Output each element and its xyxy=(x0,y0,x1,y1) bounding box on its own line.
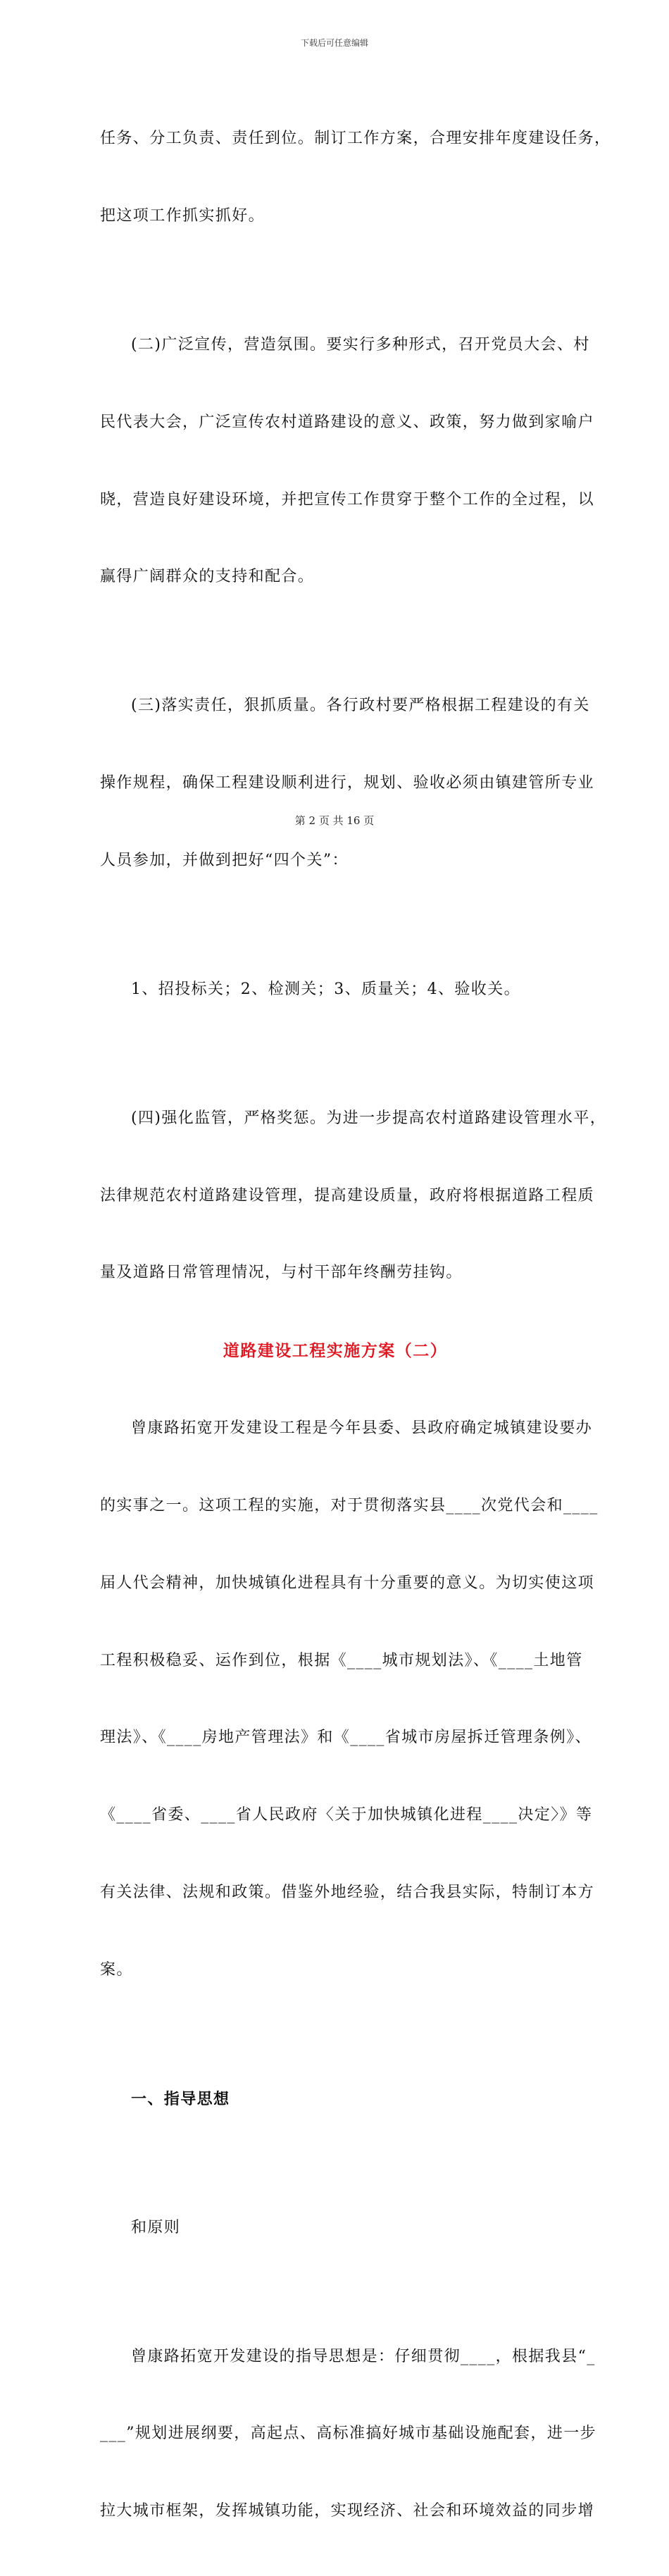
text-line: (二)广泛宣传，营造氛围。要实行多种形式，召开党员大会、村 xyxy=(131,335,590,354)
text-line: (三)落实责任，狠抓质量。各行政村要严格根据工程建设的有关 xyxy=(131,697,590,715)
paragraph-item-2 xyxy=(100,281,595,642)
page-footer: 第 2 页 共 16 页 xyxy=(294,814,375,827)
heading-text: 一、指导思想 xyxy=(131,2089,230,2108)
text-line: 任务、分工负责、责任到位。制订工作方案，合理安排年度建设任务， xyxy=(100,130,611,148)
text-line: 晓，营造良好建设环境，并把宣传工作贯穿于整个工作的全过程，以 xyxy=(100,490,595,509)
text-line: 人员参加，并做到把好“四个关”： xyxy=(100,851,349,869)
text-line: 把这项工作抓实抓好。 xyxy=(100,206,265,225)
text-line: 曾康路拓宽开发建设的指导思想是：仔细贯彻____，根据我县“_ xyxy=(131,2347,596,2365)
document-body xyxy=(100,75,611,2576)
paragraph-guiding xyxy=(100,2292,597,2576)
section-heading xyxy=(100,2035,570,2164)
text-line: 曾康路拓宽开发建设工程是今年县委、县政府确定城镇建设要办 xyxy=(131,1419,593,1438)
paragraph-intro xyxy=(100,1364,599,2034)
text-line: 工程积极稳妥、运作到位，根据《____城市规划法》、《____土地管 xyxy=(100,1651,583,1669)
heading-continuation xyxy=(100,2164,570,2293)
text-line: (四)强化监管，严格奖惩。为进一步提高农村道路建设管理水平， xyxy=(131,1109,607,1127)
text-line: ___”规划进展纲要，高起点、高标准搞好城市基础设施配套，进一步 xyxy=(100,2425,597,2443)
paragraph-item-4 xyxy=(100,1054,607,1338)
section-title: 道路建设工程实施方案（二） xyxy=(223,1341,448,1361)
text-line: 《____省委、____省人民政府〈关于加快城镇化进程____决定〉》等 xyxy=(100,1806,593,1824)
text-line: 理法》、《____房地产管理法》和《____省城市房屋拆迁管理条例》、 xyxy=(100,1729,592,1747)
text-line: 的实事之一。这项工程的实施，对于贯彻落实县____次党代会和____ xyxy=(100,1497,599,1515)
text-line: 案。 xyxy=(100,1960,133,1979)
text-line: 量及道路日常管理情况，与村干部年终酬劳挂钩。 xyxy=(100,1264,463,1282)
paragraph-continuation xyxy=(100,75,611,281)
text-line: 操作规程，确保工程建设顺利进行，规划、验收必须由镇建管所专业 xyxy=(100,774,595,792)
paragraph-item-3 xyxy=(100,642,595,926)
text-line: 赢得广阔群众的支持和配合。 xyxy=(100,568,315,586)
text-line: 拉大城市框架，发挥城镇功能，实现经济、社会和环境效益的同步增 xyxy=(100,2502,595,2520)
paragraph-checks xyxy=(100,926,570,1054)
text-line: 法律规范农村道路建设管理，提高建设质量，政府将根据道路工程质 xyxy=(100,1186,595,1205)
text-line: 1、招投标关；2、检测关；3、质量关；4、验收关。 xyxy=(131,980,520,998)
text-line: 届人代会精神，加快城镇化进程具有十分重要的意义。为切实使这项 xyxy=(100,1574,595,1592)
text-line: 民代表大会，广泛宣传农村道路建设的意义、政策，努力做到家喻户 xyxy=(100,413,595,431)
text-line: 有关法律、法规和政策。借鉴外地经验，结合我县实际，特制订本方 xyxy=(100,1883,595,1901)
page-header: 下载后可任意编辑 xyxy=(300,38,368,48)
text-line: 和原则 xyxy=(131,2218,181,2236)
